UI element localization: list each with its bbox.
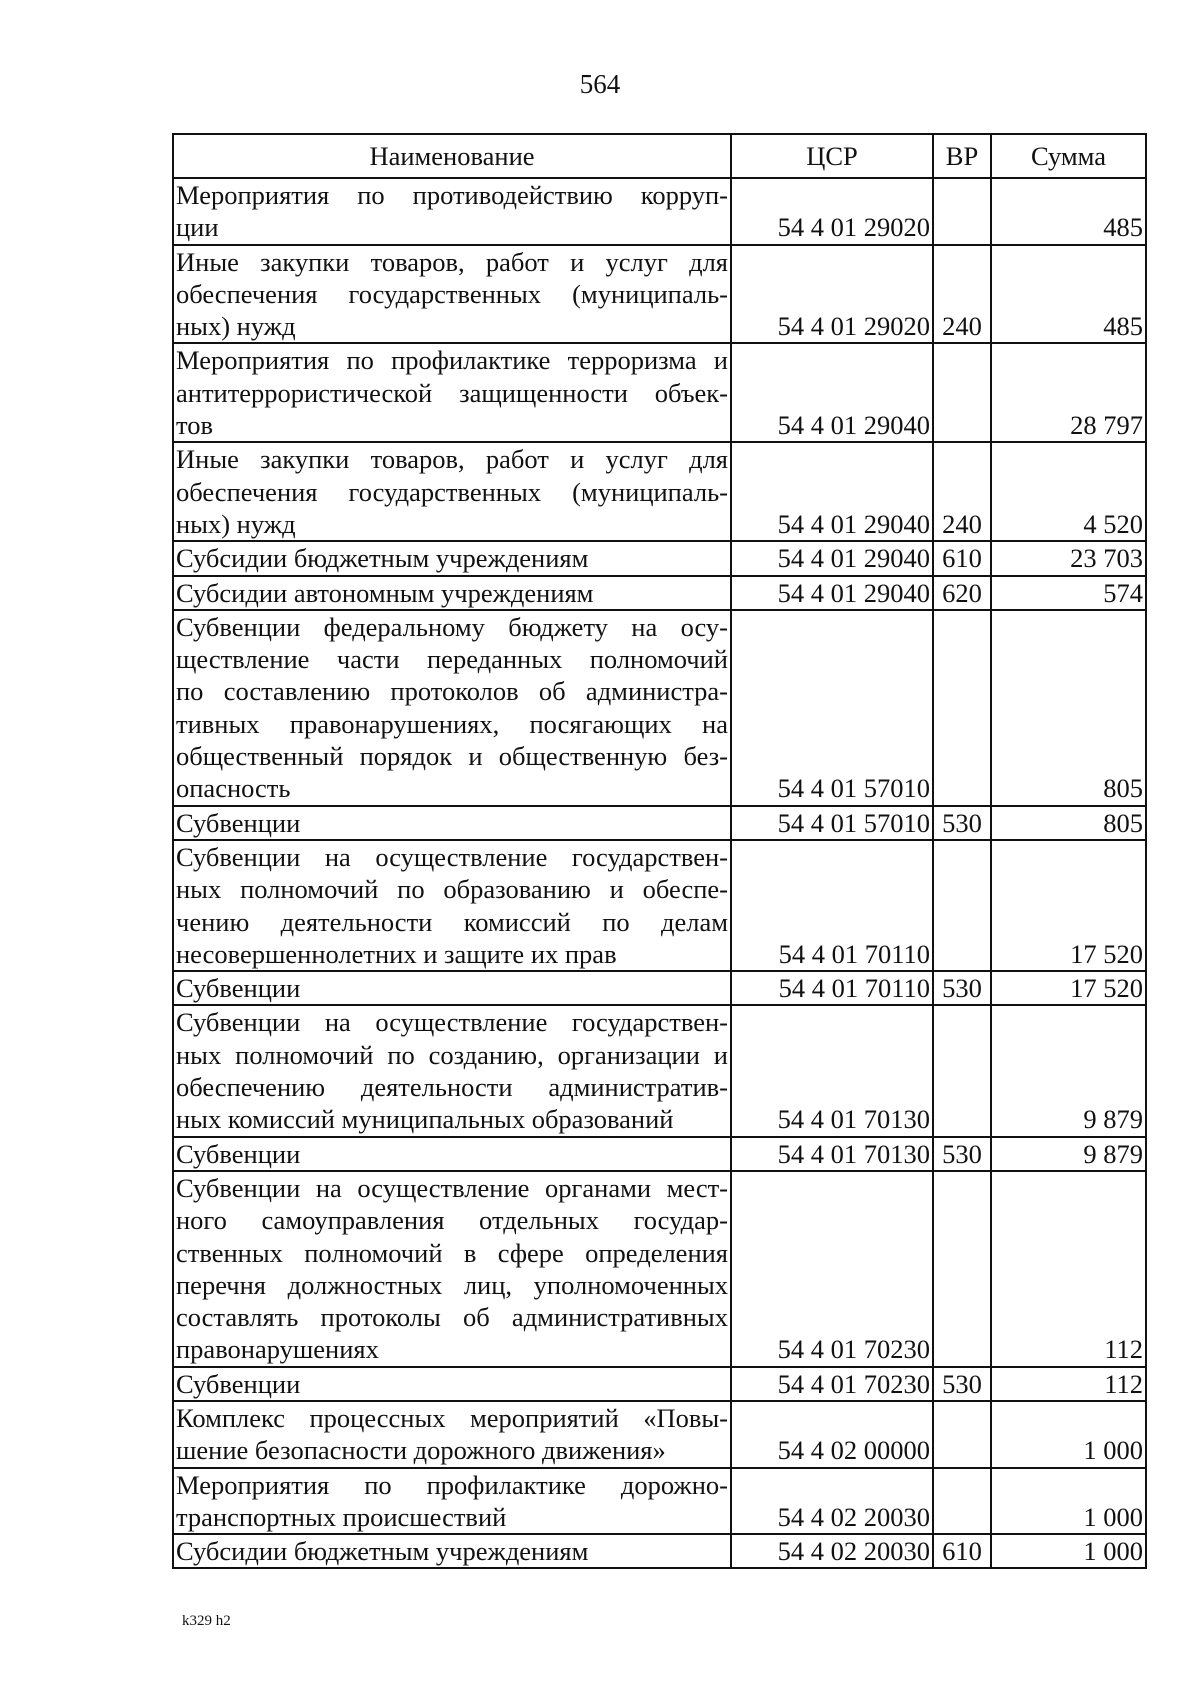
row-csr-cell: 54 4 02 20030 [731, 1534, 933, 1568]
row-name-line: ных) нужд [176, 508, 296, 539]
table-row [173, 806, 1146, 840]
row-name-cell [173, 1171, 731, 1367]
table-row [173, 343, 1146, 442]
row-name-line: шение безопасности дорожного движения» [176, 1435, 666, 1466]
row-name-line: тов [176, 410, 213, 441]
row-name-line: общественный порядок и общественную без- [176, 741, 728, 772]
row-vr-cell [933, 343, 991, 442]
row-name-cell [173, 806, 731, 840]
row-sum-cell: 17 520 [991, 971, 1146, 1005]
row-vr-cell: 530 [933, 971, 991, 1005]
row-name-cell [173, 1401, 731, 1468]
row-sum-cell: 1 000 [991, 1468, 1146, 1535]
column-header-vr: ВР [933, 134, 991, 178]
row-name-line: антитеррористической защищенности объек- [176, 377, 728, 408]
table-row [173, 1005, 1146, 1136]
row-sum-cell: 574 [991, 576, 1146, 610]
row-vr-cell [933, 1171, 991, 1367]
row-sum-cell: 112 [991, 1171, 1146, 1367]
row-name-line: ных комиссий муниципальных образований [176, 1104, 674, 1135]
row-name-cell [173, 1534, 731, 1568]
row-vr-cell: 610 [933, 541, 991, 575]
row-name-line: Иные закупки товаров, работ и услуг для [176, 246, 728, 277]
row-vr-cell: 240 [933, 245, 991, 344]
table-row [173, 971, 1146, 1005]
row-csr-cell: 54 4 01 57010 [731, 806, 933, 840]
row-vr-cell: 620 [933, 576, 991, 610]
table-row [173, 1534, 1146, 1568]
row-name-line: Субвенции [176, 1368, 301, 1399]
table-row [173, 245, 1146, 344]
row-name-cell [173, 1005, 731, 1136]
row-sum-cell: 1 000 [991, 1401, 1146, 1468]
table-row [173, 1171, 1146, 1367]
row-csr-cell: 54 4 01 70130 [731, 1137, 933, 1171]
row-csr-cell: 54 4 01 29020 [731, 245, 933, 344]
row-name-cell [173, 1137, 731, 1171]
row-name-line: Субсидии бюджетным учреждениям [176, 1536, 589, 1567]
table-row [173, 442, 1146, 541]
document-code: k329 h2 [182, 1613, 231, 1629]
row-vr-cell [933, 1401, 991, 1468]
row-sum-cell: 805 [991, 806, 1146, 840]
table-row [173, 1401, 1146, 1468]
row-csr-cell: 54 4 01 29040 [731, 343, 933, 442]
table-header-row [173, 134, 1146, 178]
row-sum-cell: 9 879 [991, 1005, 1146, 1136]
table-row [173, 541, 1146, 575]
row-vr-cell: 610 [933, 1534, 991, 1568]
column-header-name: Наименование [173, 134, 731, 178]
row-csr-cell: 54 4 01 29040 [731, 576, 933, 610]
row-name-cell [173, 541, 731, 575]
row-vr-cell [933, 1005, 991, 1136]
table-row [173, 840, 1146, 971]
row-vr-cell [933, 1468, 991, 1535]
row-name-cell [173, 971, 731, 1005]
row-name-line: Мероприятия по профилактике дорожно- [176, 1469, 728, 1500]
row-name-cell [173, 610, 731, 806]
row-name-line: Иные закупки товаров, работ и услуг для [176, 444, 728, 475]
row-name-line: ных полномочий по созданию, организации и [176, 1039, 728, 1070]
page-number: 564 [579, 69, 621, 99]
row-name-line: Субвенции на осуществление органами мест- [176, 1172, 728, 1203]
row-sum-cell: 28 797 [991, 343, 1146, 442]
table-body [173, 178, 1146, 1568]
row-vr-cell [933, 840, 991, 971]
row-name-cell [173, 245, 731, 344]
row-name-line: ществление части переданных полномочий [176, 644, 728, 675]
row-name-line: несовершеннолетних и защите их прав [176, 938, 617, 969]
row-name-cell [173, 840, 731, 971]
row-name-line: Субсидии бюджетным учреждениям [176, 543, 589, 574]
row-name-line: Субвенции [176, 1138, 301, 1169]
row-sum-cell: 9 879 [991, 1137, 1146, 1171]
row-name-cell [173, 576, 731, 610]
row-csr-cell: 54 4 01 70230 [731, 1171, 933, 1367]
row-csr-cell: 54 4 01 29040 [731, 442, 933, 541]
column-header-sum: Сумма [991, 134, 1146, 178]
row-name-line: Комплекс процессных мероприятий «Повы- [176, 1402, 728, 1433]
row-vr-cell: 530 [933, 806, 991, 840]
row-sum-cell: 1 000 [991, 1534, 1146, 1568]
row-name-cell [173, 442, 731, 541]
row-sum-cell: 4 520 [991, 442, 1146, 541]
row-csr-cell: 54 4 01 29040 [731, 541, 933, 575]
row-name-cell [173, 343, 731, 442]
row-sum-cell: 485 [991, 178, 1146, 245]
row-name-line: правонарушениях [176, 1334, 379, 1365]
row-name-line: Субвенции [176, 807, 301, 838]
row-csr-cell: 54 4 01 70110 [731, 971, 933, 1005]
row-vr-cell: 530 [933, 1137, 991, 1171]
row-name-line: опасность [176, 773, 291, 804]
row-csr-cell: 54 4 02 00000 [731, 1401, 933, 1468]
row-name-cell [173, 1468, 731, 1535]
table-row [173, 1468, 1146, 1535]
row-name-line: составлять протоколы об административных [176, 1302, 728, 1333]
row-name-line: Мероприятия по противодействию корруп- [176, 180, 728, 210]
table-row [173, 1367, 1146, 1401]
row-name-line: перечня должностных лиц, уполномоченных [176, 1269, 728, 1300]
row-name-line: Субсидии автономным учреждениям [176, 577, 594, 608]
row-name-line: Субвенции на осуществление государствен- [176, 841, 728, 872]
row-name-line: по составлению протоколов об администра- [176, 676, 728, 707]
row-sum-cell: 485 [991, 245, 1146, 344]
row-name-line: Субвенции на осуществление государствен- [176, 1007, 728, 1038]
row-vr-cell [933, 178, 991, 245]
row-name-line: Субвенции [176, 973, 301, 1004]
row-csr-cell: 54 4 01 57010 [731, 610, 933, 806]
row-sum-cell: 805 [991, 610, 1146, 806]
row-name-line: обеспечения государственных (муниципаль- [176, 476, 728, 507]
row-vr-cell [933, 610, 991, 806]
budget-table [172, 133, 1147, 1569]
row-name-line: Субвенции федеральному бюджету на осу- [176, 611, 728, 642]
row-vr-cell: 530 [933, 1367, 991, 1401]
table-row [173, 576, 1146, 610]
row-name-line: обеспечению деятельности административ- [176, 1072, 728, 1103]
row-name-line: тивных правонарушениях, посягающих на [176, 708, 728, 739]
row-sum-cell: 17 520 [991, 840, 1146, 971]
row-name-line: обеспечения государственных (муниципаль- [176, 278, 728, 309]
row-name-line: ного самоуправления отдельных государ- [176, 1205, 728, 1236]
table-row [173, 1137, 1146, 1171]
row-csr-cell: 54 4 01 29020 [731, 178, 933, 245]
row-sum-cell: 112 [991, 1367, 1146, 1401]
row-csr-cell: 54 4 01 70130 [731, 1005, 933, 1136]
row-name-line: транспортных происшествий [176, 1501, 507, 1532]
row-csr-cell: 54 4 01 70110 [731, 840, 933, 971]
table-row [173, 178, 1146, 245]
row-name-line: Мероприятия по профилактике терроризма и [176, 345, 728, 376]
row-vr-cell: 240 [933, 442, 991, 541]
row-sum-cell: 23 703 [991, 541, 1146, 575]
row-name-line: чению деятельности комиссий по делам [176, 906, 728, 937]
row-csr-cell: 54 4 01 70230 [731, 1367, 933, 1401]
row-name-line: ственных полномочий в сфере определения [176, 1237, 728, 1268]
column-header-csr: ЦСР [731, 134, 933, 178]
row-name-line: ции [176, 212, 219, 243]
row-name-line: ных полномочий по образованию и обеспе- [176, 874, 728, 905]
row-csr-cell: 54 4 02 20030 [731, 1468, 933, 1535]
table-row [173, 610, 1146, 806]
row-name-cell [173, 1367, 731, 1401]
row-name-line: ных) нужд [176, 311, 296, 342]
row-name-cell [173, 178, 731, 245]
